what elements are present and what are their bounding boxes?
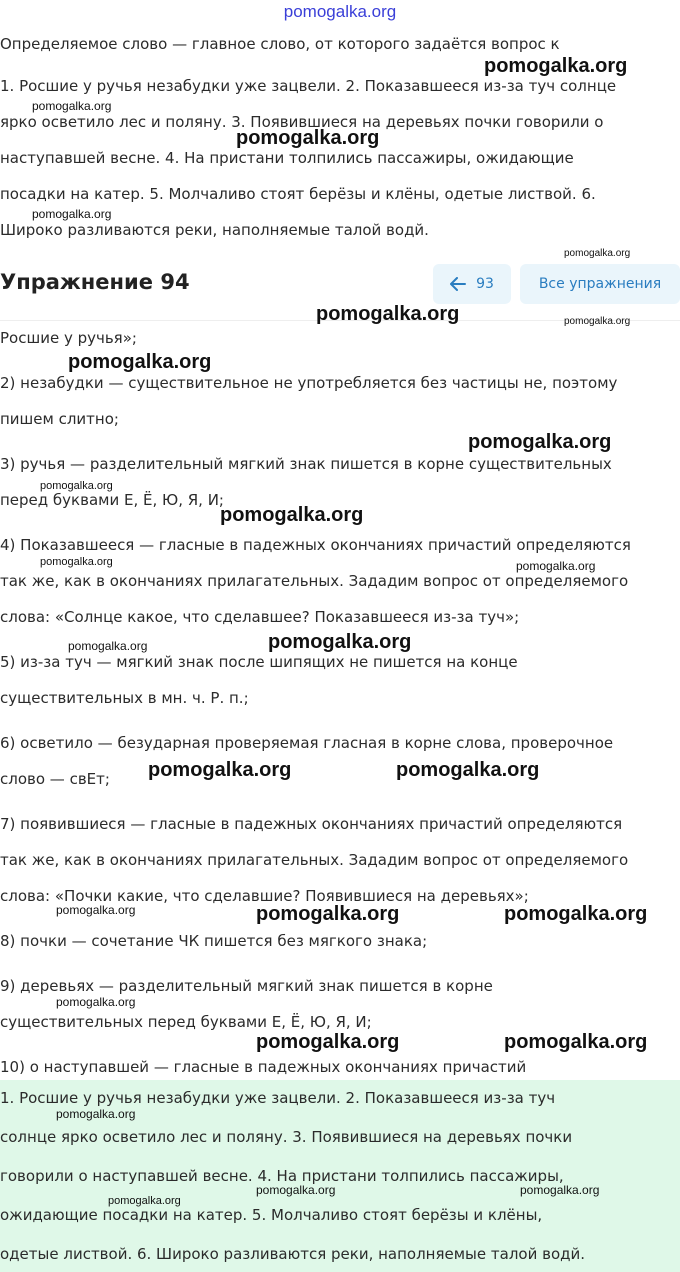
- task-text-line: посадки на катер. 5. Молчаливо стоят берёзы и клёны, одетые листвой. 6.: [0, 185, 596, 203]
- task-text-line: наступавшей весне. 4. На пристани толпились пассажиры, ожидающие: [0, 149, 574, 167]
- watermark: pomogalka.org: [148, 759, 292, 781]
- watermark: pomogalka.org: [256, 1183, 336, 1197]
- watermark: pomogalka.org: [468, 431, 612, 453]
- watermark: pomogalka.org: [56, 995, 136, 1009]
- answer-line: солнце ярко осветило лес и поляну. 3. Появившиеся на деревьях почки: [0, 1128, 573, 1146]
- watermark: pomogalka.org: [68, 351, 212, 373]
- explanation-line: слова: «Почки какие, что сделавшие? Появившиеся на деревьях»;: [0, 887, 529, 905]
- explanation-line: 6) осветило — безударная проверяемая гласная в корне слова, проверочное: [0, 734, 614, 752]
- watermark: pomogalka.org: [256, 1031, 400, 1053]
- prev-exercise-label: 93: [476, 276, 494, 292]
- watermark: pomogalka.org: [564, 316, 631, 327]
- task-text-line: 1. Росшие у ручья незабудки уже зацвели. 2. Показавшееся из-за туч солнце: [0, 77, 617, 95]
- answer-line: 1. Росшие у ручья незабудки уже зацвели. 2. Показавшееся из-за туч: [0, 1089, 556, 1107]
- watermark: pomogalka.org: [40, 556, 113, 568]
- task-text-line: Широко разливаются реки, наполняемые талой водй.: [0, 221, 429, 239]
- explanation-line: 5) из-за туч — мягкий знак после шипящих не пишется на конце: [0, 653, 518, 671]
- watermark: pomogalka.org: [32, 99, 112, 113]
- watermark: pomogalka.org: [32, 207, 112, 221]
- watermark: pomogalka.org: [520, 1183, 600, 1197]
- explanation-line: существительных в мн. ч. Р. п.;: [0, 689, 249, 707]
- watermark: pomogalka.org: [316, 303, 460, 325]
- watermark: pomogalka.org: [56, 903, 136, 917]
- all-exercises-button[interactable]: [520, 264, 680, 304]
- explanation-line: 7) появившиеся — гласные в падежных окончаниях причастий определяются: [0, 815, 623, 833]
- explanation-line: так же, как в окончаниях прилагательных. Зададим вопрос от определяемого: [0, 851, 629, 869]
- watermark: pomogalka.org: [256, 903, 400, 925]
- watermark: pomogalka.org: [504, 903, 648, 925]
- prev-exercise-button[interactable]: [433, 264, 511, 304]
- watermark: pomogalka.org: [236, 127, 380, 149]
- answer-line: говорили о наступавшей весне. 4. На пристани толпились пассажиры,: [0, 1167, 564, 1185]
- explanation-line: 4) Показавшееся — гласные в падежных окончаниях причастий определяются: [0, 536, 631, 554]
- watermark: pomogalka.org: [68, 639, 148, 653]
- watermark: pomogalka.org: [396, 759, 540, 781]
- watermark: pomogalka.org: [564, 248, 631, 259]
- watermark: pomogalka.org: [504, 1031, 648, 1053]
- watermark: pomogalka.org: [516, 559, 596, 573]
- all-exercises-label: Все упражнения: [538, 276, 662, 292]
- explanation-line: 2) незабудки — существительное не употребляется без частицы не, поэтому: [0, 374, 618, 392]
- explanation-line: слова: «Солнце какое, что сделавшее? Показавшееся из-за туч»;: [0, 608, 520, 626]
- explanation-line: Росшие у ручья»;: [0, 329, 137, 347]
- explanation-line: 9) деревьях — разделительный мягкий знак пишется в корне: [0, 977, 493, 995]
- answer-line: одетые листвой. 6. Широко разливаются реки, наполняемые талой водй.: [0, 1245, 586, 1263]
- task-text-line: ярко осветило лес и поляну. 3. Появившиеся на деревьях почки говорили о: [0, 113, 604, 131]
- task-text-line: Определяемое слово — главное слово, от которого задаётся вопрос к: [0, 35, 560, 53]
- watermark: pomogalka.org: [56, 1107, 136, 1121]
- watermark: pomogalka.org: [108, 1195, 181, 1207]
- watermark: pomogalka.org: [268, 631, 412, 653]
- explanation-line: перед буквами Е, Ё, Ю, Я, И;: [0, 491, 224, 509]
- exercise-title: Упражнение 94: [0, 270, 190, 294]
- explanation-line: пишем слитно;: [0, 410, 119, 428]
- answer-line: ожидающие посадки на катер. 5. Молчаливо стоят берёзы и клёны,: [0, 1206, 543, 1224]
- watermark: pomogalka.org: [40, 480, 113, 492]
- explanation-line: слово — свЕт;: [0, 770, 110, 788]
- explanation-line: 3) ручья — разделительный мягкий знак пишется в корне существительных: [0, 455, 612, 473]
- arrow-left-icon: [450, 277, 466, 291]
- explanation-line: так же, как в окончаниях прилагательных. Зададим вопрос от определяемого: [0, 572, 629, 590]
- explanation-line: 8) почки — сочетание ЧК пишется без мягкого знака;: [0, 932, 428, 950]
- watermark: pomogalka.org: [484, 55, 628, 77]
- site-watermark-top: pomogalka.org: [283, 2, 397, 21]
- explanation-line: существительных перед буквами Е, Ё, Ю, Я, И;: [0, 1013, 372, 1031]
- explanation-line: 10) о наступавшей — гласные в падежных окончаниях причастий: [0, 1058, 527, 1076]
- watermark: pomogalka.org: [220, 504, 364, 526]
